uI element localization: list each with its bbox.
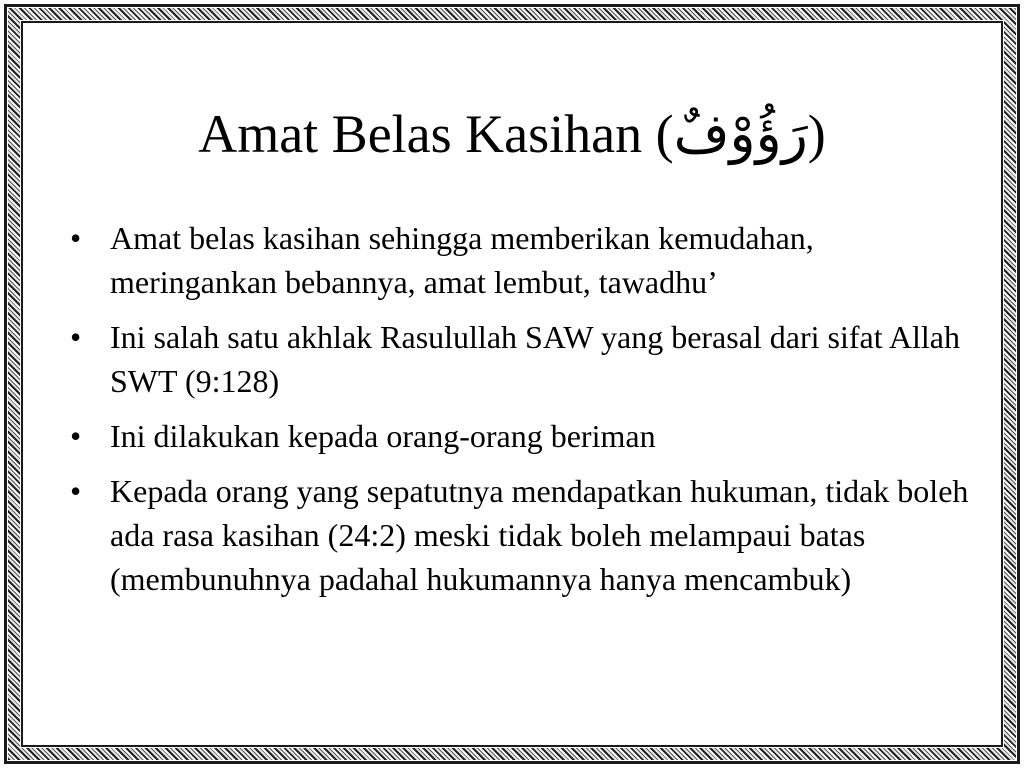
bullet-item [70, 469, 970, 601]
bullet-text: Ini dilakukan kepada orang-orang beriman [110, 418, 656, 454]
bullet-item [70, 216, 970, 304]
bullet-icon: • [70, 220, 82, 256]
bullet-list [70, 216, 970, 612]
bullet-icon: • [70, 319, 82, 355]
bullet-text: Ini salah satu akhlak Rasulullah SAW yang berasal dari sifat Allah SWT (9:128) [110, 319, 960, 399]
bullet-icon: • [70, 473, 82, 509]
bullet-item [70, 315, 970, 403]
bullet-text: Amat belas kasihan sehingga memberikan kemudahan, meringankan bebannya, amat lembut, tawadhu’ [110, 220, 814, 300]
slide-title: Amat Belas Kasihan (رَؤُوْفٌ) [198, 104, 826, 164]
bullet-text: Kepada orang yang sepatutnya mendapatkan hukuman, tidak boleh ada rasa kasihan (24:2) meski tidak boleh melampaui batas (membunuhnya padahal hukumannya hanya mencambuk) [110, 473, 969, 597]
bullet-icon: • [70, 418, 82, 454]
bullet-item [70, 414, 970, 458]
